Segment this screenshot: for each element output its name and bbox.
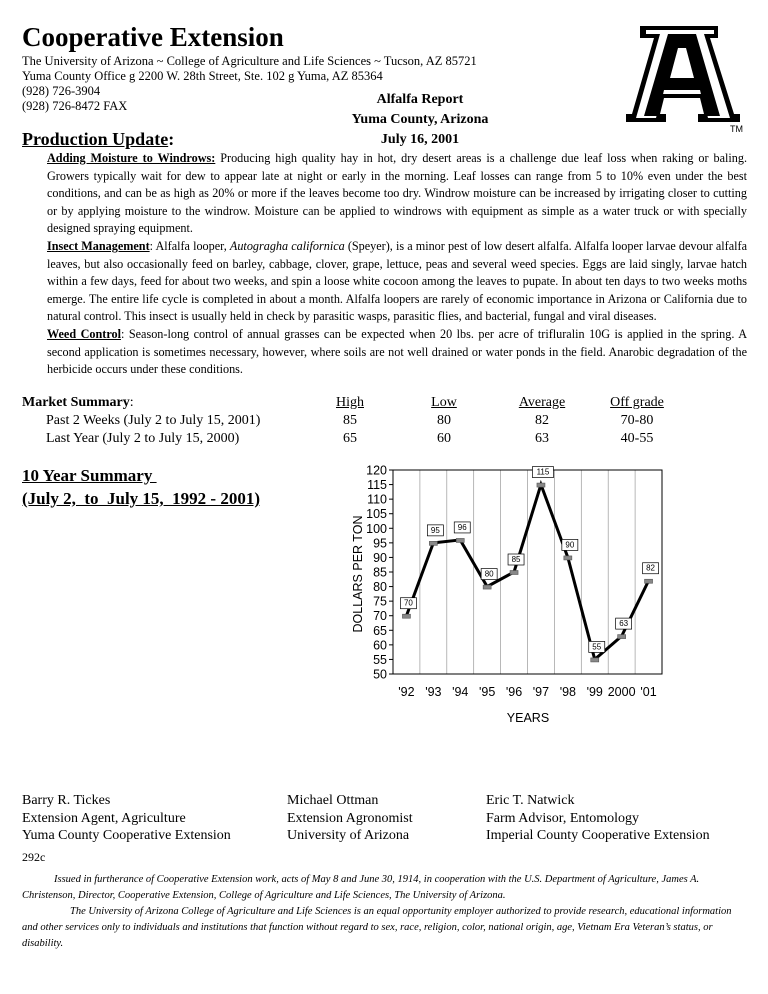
y-tick-label: 65 — [373, 623, 387, 638]
phone-line: (928) 726-3904 — [22, 84, 101, 98]
paragraph-insects-heading: Insect Management — [47, 239, 150, 253]
data-point-marker — [456, 538, 464, 542]
data-label: 55 — [592, 642, 602, 652]
market-col-header: High — [336, 395, 364, 410]
market-cell: 85 — [343, 413, 357, 428]
signature-name: Barry R. Tickes — [22, 793, 111, 808]
x-tick-label: '92 — [398, 685, 415, 699]
price-line-chart — [340, 458, 680, 730]
y-axis-label: DOLLARS PER TON — [351, 515, 365, 633]
scientific-name: Autogragha californica — [229, 239, 345, 253]
x-tick-label: 2000 — [607, 685, 636, 699]
production-heading-text: Production Update — [22, 129, 169, 149]
paragraph-windrows — [47, 150, 747, 238]
data-point-marker — [645, 579, 653, 583]
market-heading-colon: : — [129, 395, 134, 410]
signature-title: Extension Agent, Agriculture — [22, 810, 186, 826]
report-name: Alfalfa Report — [376, 92, 464, 107]
data-label: 85 — [511, 555, 521, 564]
y-tick-label: 70 — [373, 609, 387, 624]
footer-paragraph-1: Issued in furtherance of Cooperative Extension work, acts of May 8 and June 30, 1914, in cooperation with the U.S. Department of Agriculture, James A. Christenson, Director, Cooperative Extension, College of Agriculture and Life Sciences, The University of Arizona. — [22, 874, 700, 901]
x-tick-label: '94 — [452, 685, 469, 699]
summary-title-line-1: 10 Year Summary — [22, 466, 157, 485]
market-cell: 82 — [535, 413, 549, 428]
data-point-marker — [402, 614, 410, 618]
market-col-header: Average — [518, 395, 566, 410]
data-label: 82 — [646, 563, 656, 573]
market-cell: 70-80 — [620, 413, 654, 428]
y-tick-label: 100 — [366, 521, 387, 536]
x-tick-label: '96 — [505, 685, 523, 699]
data-label: 90 — [565, 540, 575, 550]
y-tick-label: 85 — [373, 565, 387, 580]
market-col-low — [404, 394, 484, 448]
footer-disclaimer — [22, 872, 746, 952]
signature-title: Farm Advisor, Entomology — [486, 810, 640, 826]
signature-3 — [486, 792, 710, 845]
y-tick-label: 75 — [373, 594, 387, 609]
data-label: 96 — [457, 522, 467, 532]
market-heading: Market Summary — [22, 395, 130, 410]
signature-name: Eric T. Natwick — [486, 793, 575, 808]
address-line-1: The University of Arizona ~ College of Agriculture and Life Sciences ~ Tucson, AZ 85721 — [22, 54, 477, 68]
paragraph-weeds-heading: Weed Control — [47, 327, 121, 341]
paragraph-weeds-text: : Season-long control of annual grasses can be expected when 20 lbs. per acre of trifluralin 10G is applied in the spring. A second application is sometimes necessary, however, where soils are not well drained or water ponds in the field. Anarobic degradation of the herbicide occurs under these conditions. — [47, 327, 747, 377]
data-label: 63 — [619, 619, 629, 629]
market-col-average — [502, 394, 582, 448]
x-tick-label: '95 — [479, 685, 496, 699]
data-label: 70 — [403, 598, 413, 608]
data-point-marker — [429, 541, 437, 545]
report-location: Yuma County, Arizona — [351, 112, 489, 127]
market-col-header: Low — [431, 395, 457, 410]
signature-org: University of Arizona — [287, 828, 410, 843]
market-col-off-grade — [597, 394, 677, 448]
page-title: Cooperative Extension — [22, 22, 284, 52]
market-row-last-year: Last Year (July 2 to July 15, 2000) — [46, 431, 240, 446]
y-tick-label: 95 — [373, 536, 387, 551]
ten-year-summary-title — [22, 464, 260, 510]
production-heading — [22, 129, 174, 150]
footer-paragraph-2: The University of Arizona College of Agriculture and Life Sciences is an equal opportunity employer authorized to provide research, educational information and other services only to individuals and institutions that function without regard to sex, race, religion, color, national origin, age, Vietnam Era Veteran’s status, or disability. — [22, 906, 732, 949]
market-col-header: Off grade — [610, 395, 664, 410]
trademark-label: TM — [730, 124, 743, 134]
y-tick-label: 115 — [367, 478, 387, 493]
paragraph-windrows-text: Producing high quality hay in hot, dry desert areas is a challenge due leaf loss when raking or baling. Growers typically wait for dew to appear late at night or early in the morning. Leaf losses can range from 5 to 10% even under the best conditions, and can be as high as 20% or more if the leaves become too dry. Windrow moisture can be increased by irrigating closer to cutting or by applying moisture to the windrow. Moisture can be applied to windrows with equipment as simple as a water truck or with specially designed spraying equipment. — [47, 151, 747, 236]
data-point-marker — [564, 556, 572, 560]
data-label: 95 — [430, 525, 440, 535]
y-tick-label: 60 — [373, 638, 387, 653]
y-tick-label: 80 — [373, 580, 387, 595]
signature-title: Extension Agronomist — [287, 810, 413, 826]
paragraph-weeds — [47, 326, 747, 379]
paragraph-windrows-heading: Adding Moisture to Windrows: — [47, 151, 216, 165]
x-tick-label: '98 — [559, 685, 576, 699]
signature-name: Michael Ottman — [287, 793, 379, 808]
document-code: 292c — [22, 850, 46, 864]
data-label: 80 — [484, 569, 494, 579]
market-cell: 63 — [535, 431, 549, 446]
address-line-2: Yuma County Office g 2200 W. 28th Street, Ste. 102 g Yuma, AZ 85364 — [22, 69, 383, 83]
block-a-logo-icon — [622, 24, 752, 134]
chart-axes — [366, 464, 662, 700]
y-tick-label: 105 — [366, 507, 387, 522]
report-title-block — [350, 90, 490, 150]
university-logo — [622, 24, 752, 139]
report-date: July 16, 2001 — [380, 132, 460, 147]
paragraph-insects-text-1: : Alfalfa looper, — [149, 239, 230, 253]
market-cell: 65 — [343, 431, 357, 446]
y-tick-label: 110 — [367, 492, 387, 507]
chart-data-labels — [400, 467, 658, 653]
data-label: 115 — [536, 467, 550, 477]
signature-org: Yuma County Cooperative Extension — [22, 828, 231, 843]
summary-title-line-2: (July 2, to July 15, 1992 - 2001) — [22, 489, 260, 508]
market-cell: 80 — [437, 413, 451, 428]
x-tick-label: '97 — [532, 685, 550, 699]
signature-2 — [287, 792, 413, 845]
data-point-marker — [618, 635, 626, 639]
data-point-marker — [591, 658, 599, 662]
x-axis-label: YEARS — [506, 711, 550, 725]
y-tick-label: 50 — [373, 667, 387, 682]
x-tick-label: '93 — [425, 685, 442, 699]
paragraph-insects — [47, 238, 747, 326]
production-heading-colon: : — [168, 129, 175, 149]
signature-org: Imperial County Cooperative Extension — [486, 828, 710, 843]
market-col-high — [310, 394, 390, 448]
market-cell: 40-55 — [620, 431, 654, 446]
x-tick-label: '01 — [640, 685, 657, 699]
market-summary — [22, 394, 260, 448]
y-tick-label: 120 — [366, 463, 387, 478]
paragraph-insects-text-2: (Speyer), is a minor pest of low desert alfalfa. Alfalfa looper larvae devour alfalfa leaves, but also occasionally feed on barley, cabbage, clover, grape, lettuce, peas and several weed species. Eggs are laid singly, larvae hatch within a few days, feed for about two weeks, and spin a loose white cocoon among the leaves to pupate. In about ten days to two weeks moths emerge. The entire life cycle is completed in about a month. Alfalfa loopers are rarely of economic importance in Arizona or California due to natural control. This insect is usually held in check by parasitic wasps, parasitic flies, and bacterial, fungal and viral diseases. — [47, 239, 747, 324]
market-row-past-2-weeks: Past 2 Weeks (July 2 to July 15, 2001) — [46, 413, 261, 428]
data-point-marker — [510, 571, 518, 575]
y-tick-label: 55 — [373, 652, 387, 667]
y-tick-label: 90 — [373, 550, 387, 565]
x-tick-label: '99 — [586, 685, 603, 699]
data-point-marker — [537, 483, 545, 487]
market-cell: 60 — [437, 431, 451, 446]
signature-1 — [22, 792, 231, 845]
fax-line: (928) 726-8472 FAX — [22, 99, 128, 113]
data-point-marker — [483, 585, 491, 589]
